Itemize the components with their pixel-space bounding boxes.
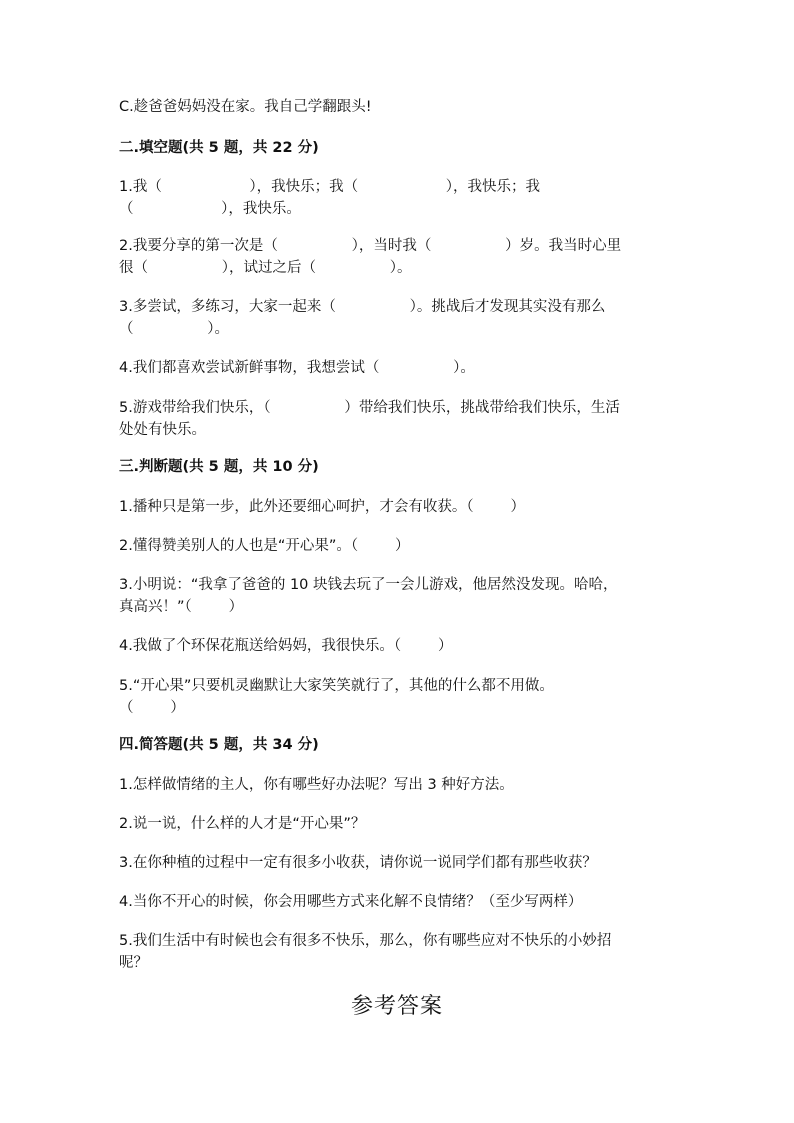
judge-question-1: 1.播种只是第一步，此外还要细心呵护，才会有收获。（ ） bbox=[119, 499, 525, 515]
judge-question-2: 2.懂得赞美别人的人也是“开心果”。（ ） bbox=[119, 538, 410, 554]
fill-question-1: 1.我（ ），我快乐；我（ ），我快乐；我 （ ），我快乐。 bbox=[119, 179, 540, 217]
short-question-3: 3.在你种植的过程中一定有很多小收获，请你说一说同学们都有那些收获？ bbox=[119, 855, 597, 871]
short-question-2: 2.说一说，什么样的人才是“开心果”？ bbox=[119, 816, 366, 832]
section-judgement-title: 三.判断题(共 5 题，共 10 分) bbox=[119, 459, 319, 475]
section-fill-blank-title: 二.填空题(共 5 题，共 22 分) bbox=[119, 140, 319, 156]
judge-question-5: 5.“开心果”只要机灵幽默让大家笑笑就行了，其他的什么都不用做。 （ ） bbox=[119, 678, 554, 716]
fill-question-2: 2.我要分享的第一次是（ ），当时我（ ）岁。我当时心里 很（ ），试过之后（ ）。 bbox=[119, 238, 622, 276]
judge-question-4: 4.我做了个环保花瓶送给妈妈，我很快乐。（ ） bbox=[119, 638, 453, 654]
fill-question-3: 3.多尝试，多练习，大家一起来（ ）。挑战后才发现其实没有那么 （ ）。 bbox=[119, 299, 606, 337]
short-question-4: 4.当你不开心的时候，你会用哪些方式来化解不良情绪？（至少写两样） bbox=[119, 894, 583, 910]
choice-option-c: C.趁爸爸妈妈没在家。我自己学翻跟头! bbox=[119, 99, 372, 115]
judge-question-3: 3.小明说：“我拿了爸爸的 10 块钱去玩了一会儿游戏，他居然没发现。哈哈， 真高兴！”（ ） bbox=[119, 577, 618, 615]
fill-question-5: 5.游戏带给我们快乐，（ ）带给我们快乐，挑战带给我们快乐，生活 处处有快乐。 bbox=[119, 400, 620, 438]
answer-key-title: 参考答案 bbox=[350, 994, 443, 1019]
fill-question-4: 4.我们都喜欢尝试新鲜事物，我想尝试（ ）。 bbox=[119, 360, 475, 376]
section-short-answer-title: 四.简答题(共 5 题，共 34 分) bbox=[119, 737, 319, 753]
short-question-1: 1.怎样做情绪的主人，你有哪些好办法呢？写出 3 种好方法。 bbox=[119, 777, 514, 793]
short-question-5: 5.我们生活中有时候也会有很多不快乐，那么，你有哪些应对不快乐的小妙招 呢？ bbox=[119, 933, 612, 971]
